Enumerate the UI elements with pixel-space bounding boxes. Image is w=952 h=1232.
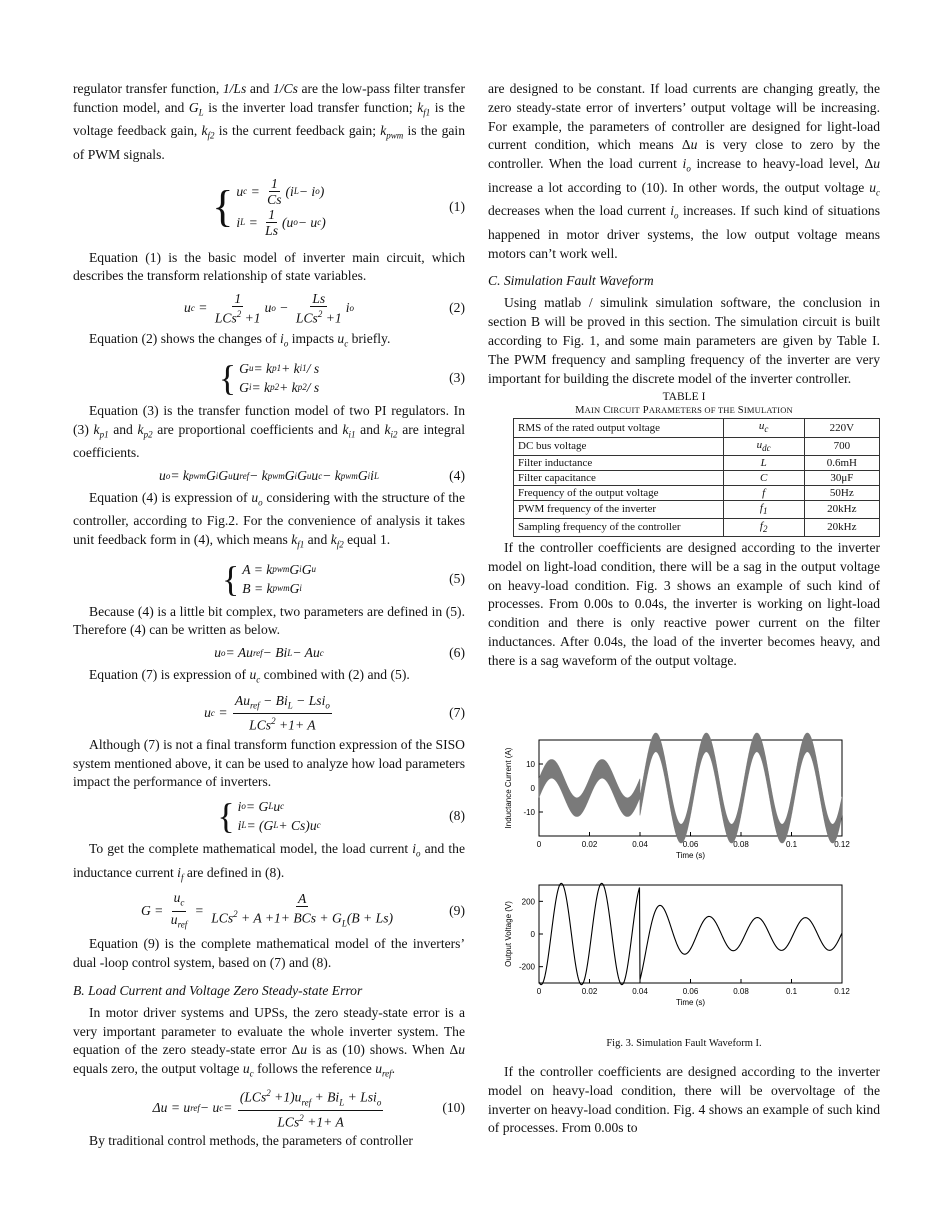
x-tick-label: 0 xyxy=(536,840,542,849)
parameters-table xyxy=(513,418,880,537)
param-value-cell: 220V xyxy=(804,419,879,437)
paragraph-c1: Using matlab / simulink simulation software, the conclusion in section B will be proved in this section. The simulation circuit is built according to Fig. 1, and some main parameters are given by Table I. The PWM frequency and sampling frequency of the inverter are very important for building the discrete model of the inverter controller. xyxy=(488,295,880,386)
series-line xyxy=(539,733,842,843)
equation-number: (4) xyxy=(449,467,465,483)
table-row xyxy=(514,500,880,518)
param-name-cell: DC bus voltage xyxy=(514,437,724,455)
y-axis-label: Inductance Current (A) xyxy=(504,747,513,829)
left-column xyxy=(73,80,465,1151)
param-symbol-cell: C xyxy=(723,470,804,485)
x-tick-label: 0.12 xyxy=(834,840,850,849)
x-tick-label: 0 xyxy=(536,987,542,996)
paragraph-top: are designed to be constant. If load currents are changing greatly, the zero steady-state error of inverters’ output voltage will be increasing. For example, the parameters of controller are designed for light-load current condition, which means Δu is very close to zero by the controller. When the load current $i_o$ increase to heavy-load level, Δu increase a lot according to (10). In other words, the output voltage $u_c$ decreases when the load current $i_o$ increases. If such kind of situations happened in motor driver systems, the low output voltage means motors can’t work well. xyxy=(488,81,880,261)
equation-number: (1) xyxy=(449,198,465,214)
x-tick-label: 0.06 xyxy=(682,840,699,849)
equation-4: u o = k pwm G i G u u ref − k pwm G i G u u c − k pwm G i i L (4) xyxy=(159,467,465,483)
x-tick-label: 0.02 xyxy=(581,987,598,996)
x-axis-label: Time (s) xyxy=(675,998,706,1007)
param-name-cell: Frequency of the output voltage xyxy=(514,485,724,500)
paragraph-eq5: Because (4) is a little bit complex, two parameters are defined in (5). Therefore (4) can be written as below. xyxy=(73,603,465,638)
section-heading-b: B. Load Current and Voltage Zero Steady-state Error xyxy=(73,982,363,998)
paragraph-b2: By traditional control methods, the parameters of controller xyxy=(89,1132,413,1148)
right-column xyxy=(488,80,880,671)
param-name-cell: Sampling frequency of the controller xyxy=(514,518,724,536)
param-name-cell: Filter capacitance xyxy=(514,470,724,485)
equation-number: (10) xyxy=(442,1099,465,1115)
paragraph-eq7: Although (7) is not a final transform function expression of the SISO system mentioned above, it can be used to analyze how load parameters impact the performance of inverters. xyxy=(73,736,465,790)
equation-number: (8) xyxy=(449,808,465,824)
param-name-cell: Filter inductance xyxy=(514,455,724,470)
equation-10: Δu = u ref − u c = $\frac{(LCs^2 +1)u_{ref} + Bi_L + Lsi_o}{LCs^2 +1+ A}$ (10) xyxy=(152,1087,465,1130)
table-row xyxy=(514,470,880,485)
param-symbol-cell: $f_1$ xyxy=(723,500,804,518)
x-tick-label: 0.08 xyxy=(733,840,749,849)
param-value-cell: 20kHz xyxy=(804,518,879,536)
x-axis-label: Time (s) xyxy=(675,851,706,860)
paragraph-c2: If the controller coefficients are designed according to the inverter model on light-load condition, there will be a sag in the output voltage on heavy-load condition. Fig. 3 shows an example of such kind of processes. From 0.00s to 0.04s, the inverter is working on light-load condition and there is only reactive power current on the filter inductances. After 0.04s, the load of the inverter becomes heavy, and there is a sag waveform of the output voltage. xyxy=(488,540,880,668)
x-tick-label: 0.02 xyxy=(581,840,598,849)
equation-number: (7) xyxy=(449,704,465,720)
equation-6: u o = Au ref − Bi L − Au c (6) xyxy=(214,645,465,661)
paragraph-eq2: Equation (2) shows the changes of $i_o$ impacts $u_c$ briefly. xyxy=(89,331,391,349)
table-row xyxy=(514,485,880,500)
paragraph-eq9: Equation (9) is the complete mathematical model of the inverters’ dual -loop control system, based on (7) and (8). xyxy=(73,936,465,970)
table-title: TABLE I xyxy=(662,391,706,404)
param-value-cell: 0.6mH xyxy=(804,455,879,470)
paragraph-eq4: Equation (4) is expression of $u_o$ considering with the structure of the controller, according to Fig.2. For the convenience of analysis it takes unit feedback form in (4), which means $k_{f1}$ and $k_{f2}$ equal 1. xyxy=(73,489,466,550)
section-heading-c: C. Simulation Fault Waveform xyxy=(488,273,654,289)
param-symbol-cell: $u_{dc}$ xyxy=(723,437,804,455)
right-column-bottom xyxy=(488,1063,880,1138)
equation-number: (2) xyxy=(449,300,465,316)
equation-2: u c = $\frac{1}{LCs^2 +1}$ u o − $\frac{Ls}{LCs^2 +1}$ i o (2) xyxy=(184,290,465,326)
x-tick-label: 0.1 xyxy=(785,987,798,996)
y-tick-label: 200 xyxy=(521,897,535,907)
equation-number: (6) xyxy=(449,645,465,661)
param-symbol-cell: L xyxy=(723,455,804,470)
param-symbol-cell: $u_c$ xyxy=(723,419,804,437)
equation-number: (9) xyxy=(449,903,465,919)
x-tick-label: 0.06 xyxy=(682,987,699,996)
table-row xyxy=(514,455,880,470)
paragraph-eq3: Equation (3) is the transfer function model of two PI regulators. In (3) $k_{p1}$ and $k_{p2}$ are proportional coefficients and $k_{i1}$ and $k_{i2}$ are integral coefficients. xyxy=(73,402,465,461)
paragraph-c3: If the controller coefficients are designed according to the inverter model on heavy-load condition, there will be overvoltage of the inverter on heavy-load condition. Fig. 4 shows an example of such kind of processes. From 0.00s to xyxy=(488,1064,880,1136)
y-axis-label: Output Voltage (V) xyxy=(504,901,513,967)
y-tick-label: 0 xyxy=(530,784,535,793)
figure-3 xyxy=(488,720,880,1049)
y-tick-label: -10 xyxy=(523,808,535,817)
equation-7: u c = $\frac{Au_{ref} - Bi_L - Lsi_o}{LCs^2 +1+ A}$ (7) xyxy=(204,692,465,733)
equation-1: { u c = $\frac{1}{Cs}$ (i L − i o ) i L = $\frac{1}{Ls}$ (u o − u c ) (1) xyxy=(212,175,465,238)
plot-frame xyxy=(539,885,842,983)
param-value-cell: 30μF xyxy=(804,470,879,485)
series-line xyxy=(539,883,842,984)
table-row xyxy=(514,419,880,437)
equation-number: (3) xyxy=(449,369,465,385)
x-tick-label: 0.04 xyxy=(632,987,648,996)
paragraph-intro: regulator transfer function, 1/Ls and 1/Cs are the low-pass filter transfer function model, and $G_L$ is the inverter load transfer function; $k_{f1}$ is the voltage feedback gain, $k_{f2}$ is the current feedback gain; $k_{pwm}$ is the gain of PWM signals. xyxy=(73,81,465,162)
param-value-cell: 700 xyxy=(804,437,879,455)
equation-number: (5) xyxy=(449,570,465,586)
param-value-cell: 50Hz xyxy=(804,485,879,500)
param-value-cell: 20kHz xyxy=(804,500,879,518)
param-symbol-cell: $f_2$ xyxy=(723,518,804,536)
param-symbol-cell: f xyxy=(723,485,804,500)
equation-8: { i o = G L u c i L = (G L + Cs)u c (8) xyxy=(217,796,465,837)
table-row xyxy=(514,437,880,455)
y-tick-label: 0 xyxy=(530,930,535,939)
y-tick-label: -200 xyxy=(518,962,535,972)
paragraph-b1: In motor driver systems and UPSs, the zero steady-state error is a very important parameter to evaluate the whole inverter system. The equation of the zero steady-state error Δu is as (10) shows. When Δu equals zero, the output voltage $u_c$ follows the reference $u_{ref}$. xyxy=(73,1004,465,1079)
x-tick-label: 0.08 xyxy=(733,987,749,996)
equation-9: G = $\frac{u_c}{u_{ref}}$ = $\frac{A}{LCs^2 + A +1+ BCs + G_L(B + Ls)}$ (9) xyxy=(140,889,465,930)
figure-caption: Fig. 3. Simulation Fault Waveform I. xyxy=(606,1038,762,1049)
paragraph-eq8: To get the complete mathematical model, the load current $i_o$ and the inductance current $i_f$ are defined in (8). xyxy=(73,841,465,883)
x-tick-label: 0.04 xyxy=(632,840,648,849)
paragraph-eq1: Equation (1) is the basic model of inverter main circuit, which describes the transform relationship of state variables. xyxy=(73,249,465,284)
figure-3-plots xyxy=(488,720,880,1030)
y-tick-label: 10 xyxy=(526,760,535,769)
equation-5: { A = k pwm G i G u B = k pwm G i (5) xyxy=(221,558,465,599)
equation-3: { G u = k p1 + k i1 / s G i = k p2 + k p2 / s (3) xyxy=(218,357,465,398)
param-name-cell: PWM frequency of the inverter xyxy=(514,500,724,518)
param-name-cell: RMS of the rated output voltage xyxy=(514,419,724,437)
table-caption: MAIN CIRCUIT PARAMETERS OF THE SIMULATION xyxy=(575,405,793,417)
paragraph-eq6: Equation (7) is expression of $u_c$ combined with (2) and (5). xyxy=(89,667,410,685)
table-row xyxy=(514,518,880,536)
x-tick-label: 0.12 xyxy=(834,987,850,996)
x-tick-label: 0.1 xyxy=(785,840,798,849)
